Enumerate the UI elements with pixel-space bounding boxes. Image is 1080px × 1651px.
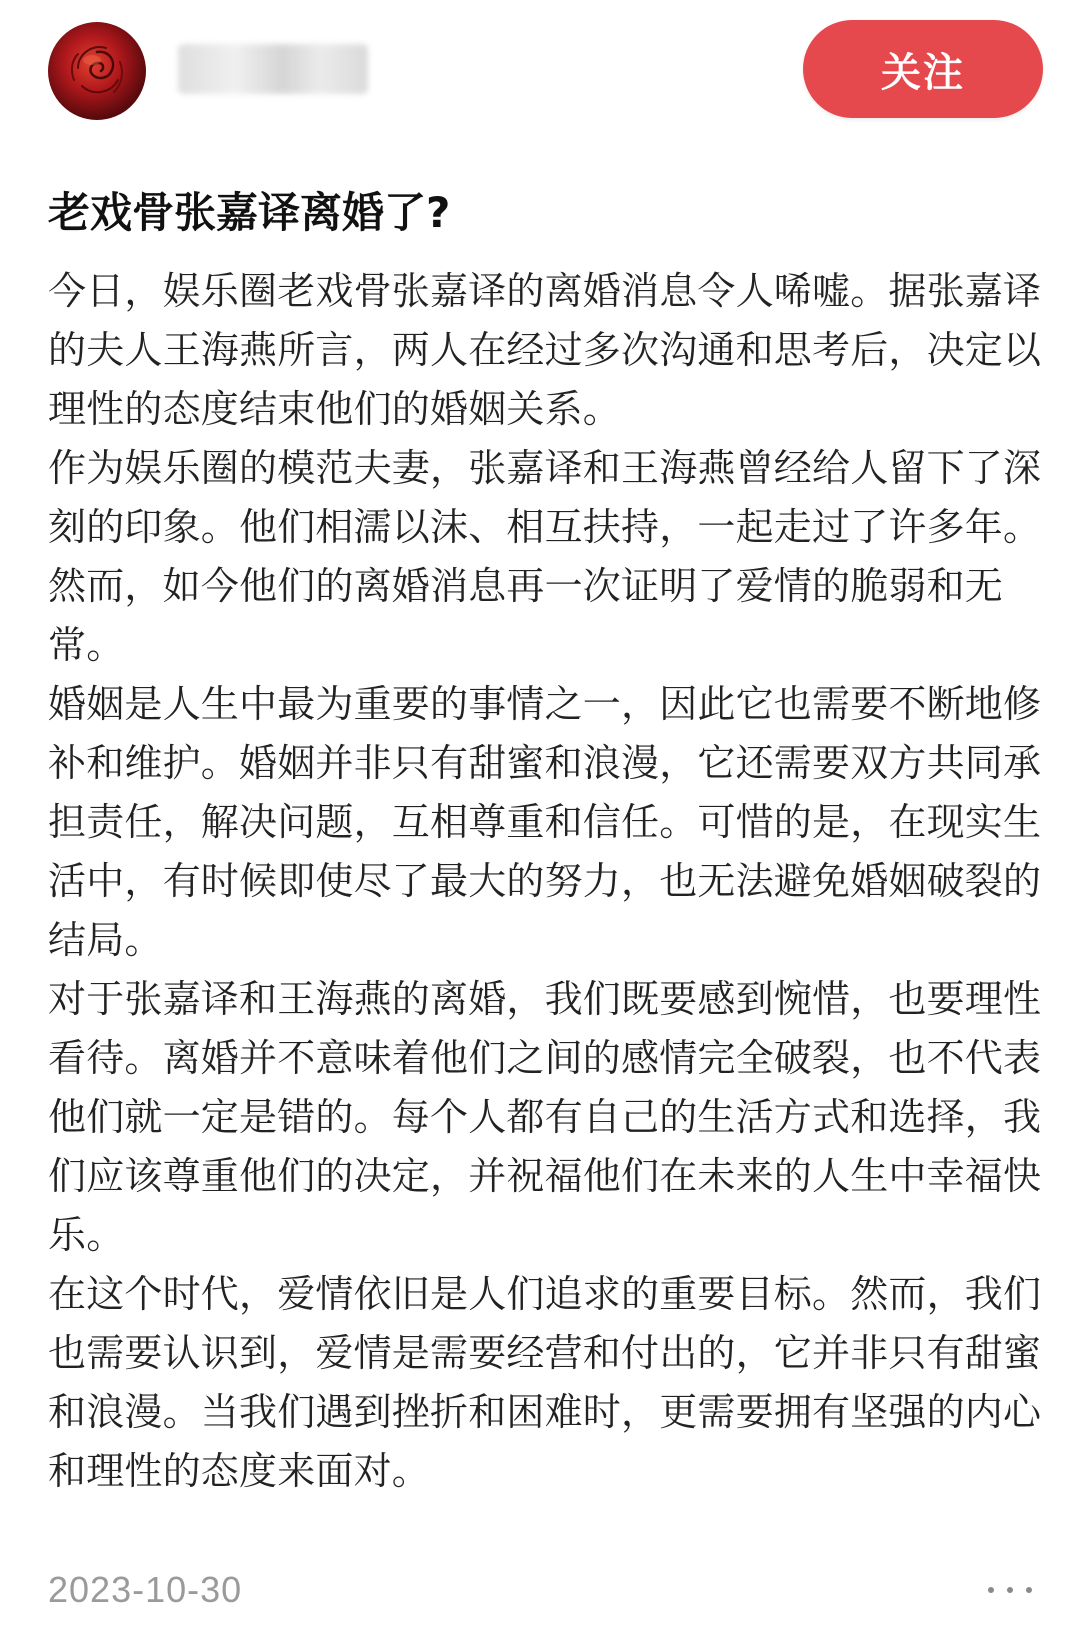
username-blurred (178, 44, 368, 94)
dot (1007, 1587, 1013, 1593)
dot (1026, 1587, 1032, 1593)
post-paragraph: 今日，娱乐圈老戏骨张嘉译的离婚消息令人唏嘘。据张嘉译的夫人王海燕所言，两人在经过多次沟通和思考后，决定以理性的态度结束他们的婚姻关系。 (48, 269, 1042, 431)
post-paragraph: 作为娱乐圈的模范夫妻，张嘉译和王海燕曾经给人留下了深刻的印象。他们相濡以沫、相互扶持，一起走过了许多年。然而，如今他们的离婚消息再一次证明了爱情的脆弱和无常。 (48, 446, 1042, 667)
post-footer (48, 1565, 1038, 1615)
post-paragraph: 对于张嘉译和王海燕的离婚，我们既要感到惋惜，也要理性看待。离婚并不意味着他们之间的感情完全破裂，也不代表他们就一定是错的。每个人都有自己的生活方式和选择，我们应该尊重他们的决定，并祝福他们在未来的人生中幸福快乐。 (48, 977, 1042, 1257)
rose-icon (48, 22, 146, 120)
post-header (0, 0, 1080, 140)
post-paragraph: 婚姻是人生中最为重要的事情之一，因此它也需要不断地修补和维护。婚姻并非只有甜蜜和浪漫，它还需要双方共同承担责任，解决问题，互相尊重和信任。可惜的是，在现实生活中，有时候即使尽了最大的努力，也无法避免婚姻破裂的结局。 (48, 682, 1042, 962)
more-dots-icon[interactable] (982, 1575, 1038, 1605)
post-date: 2023-10-30 (48, 1569, 243, 1610)
avatar[interactable] (48, 22, 146, 120)
dot (988, 1587, 994, 1593)
follow-button[interactable]: 关注 (803, 20, 1043, 118)
post-body (48, 262, 1048, 1501)
post-paragraph: 在这个时代，爱情依旧是人们追求的重要目标。然而，我们也需要认识到，爱情是需要经营和付出的，它并非只有甜蜜和浪漫。当我们遇到挫折和困难时，更需要拥有坚强的内心和理性的态度来面对。 (48, 1272, 1042, 1493)
post-title: 老戏骨张嘉译离婚了? (48, 188, 451, 237)
